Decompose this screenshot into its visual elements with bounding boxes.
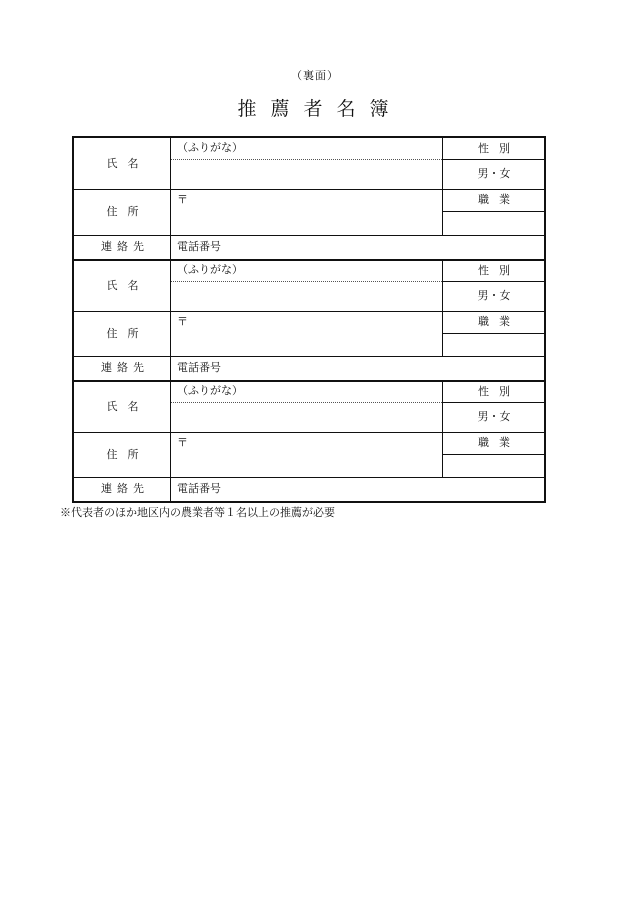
occupation-field[interactable] xyxy=(442,213,546,234)
contact-label: 連絡先 xyxy=(101,361,149,374)
furigana-label: （ふりがな） xyxy=(177,263,243,276)
name-field[interactable] xyxy=(177,284,441,310)
recommender-entry-1 xyxy=(74,138,544,259)
occupation-label: 職業 xyxy=(478,436,520,449)
address-label: 住所 xyxy=(106,205,149,218)
occupation-field[interactable] xyxy=(442,335,546,355)
name-label: 氏名 xyxy=(106,157,149,170)
occupation-label: 職業 xyxy=(478,315,520,328)
name-field[interactable] xyxy=(177,162,441,188)
name-label: 氏名 xyxy=(106,279,149,292)
phone-label: 電話番号 xyxy=(177,240,221,253)
contact-label: 連絡先 xyxy=(101,482,149,495)
postal-mark: 〒 xyxy=(177,315,188,328)
furigana-label: （ふりがな） xyxy=(177,384,243,397)
occupation-field[interactable] xyxy=(442,456,546,476)
page-title: 推薦者名簿 xyxy=(237,98,403,120)
phone-label: 電話番号 xyxy=(177,482,221,495)
gender-options[interactable]: 男・女 xyxy=(477,167,511,180)
gender-options[interactable]: 男・女 xyxy=(477,289,511,302)
phone-label: 電話番号 xyxy=(177,361,221,374)
gender-label: 性別 xyxy=(478,142,520,155)
postal-mark: 〒 xyxy=(177,436,188,449)
postal-mark: 〒 xyxy=(177,193,188,206)
occupation-label: 職業 xyxy=(478,193,520,206)
furigana-label: （ふりがな） xyxy=(177,141,243,154)
recommender-entry-3 xyxy=(74,380,544,501)
address-label: 住所 xyxy=(106,448,149,461)
gender-options[interactable]: 男・女 xyxy=(477,410,511,423)
gender-label: 性別 xyxy=(478,264,520,277)
gender-label: 性別 xyxy=(478,385,520,398)
address-label: 住所 xyxy=(106,327,149,340)
footnote: ※代表者のほか地区内の農業者等１名以上の推薦が必要 xyxy=(60,506,335,519)
name-field[interactable] xyxy=(177,405,441,431)
recommender-table xyxy=(72,136,546,503)
recommender-entry-2 xyxy=(74,259,544,380)
contact-label: 連絡先 xyxy=(101,240,149,253)
page-subtitle: （裏面） xyxy=(291,69,339,82)
name-label: 氏名 xyxy=(106,400,149,413)
